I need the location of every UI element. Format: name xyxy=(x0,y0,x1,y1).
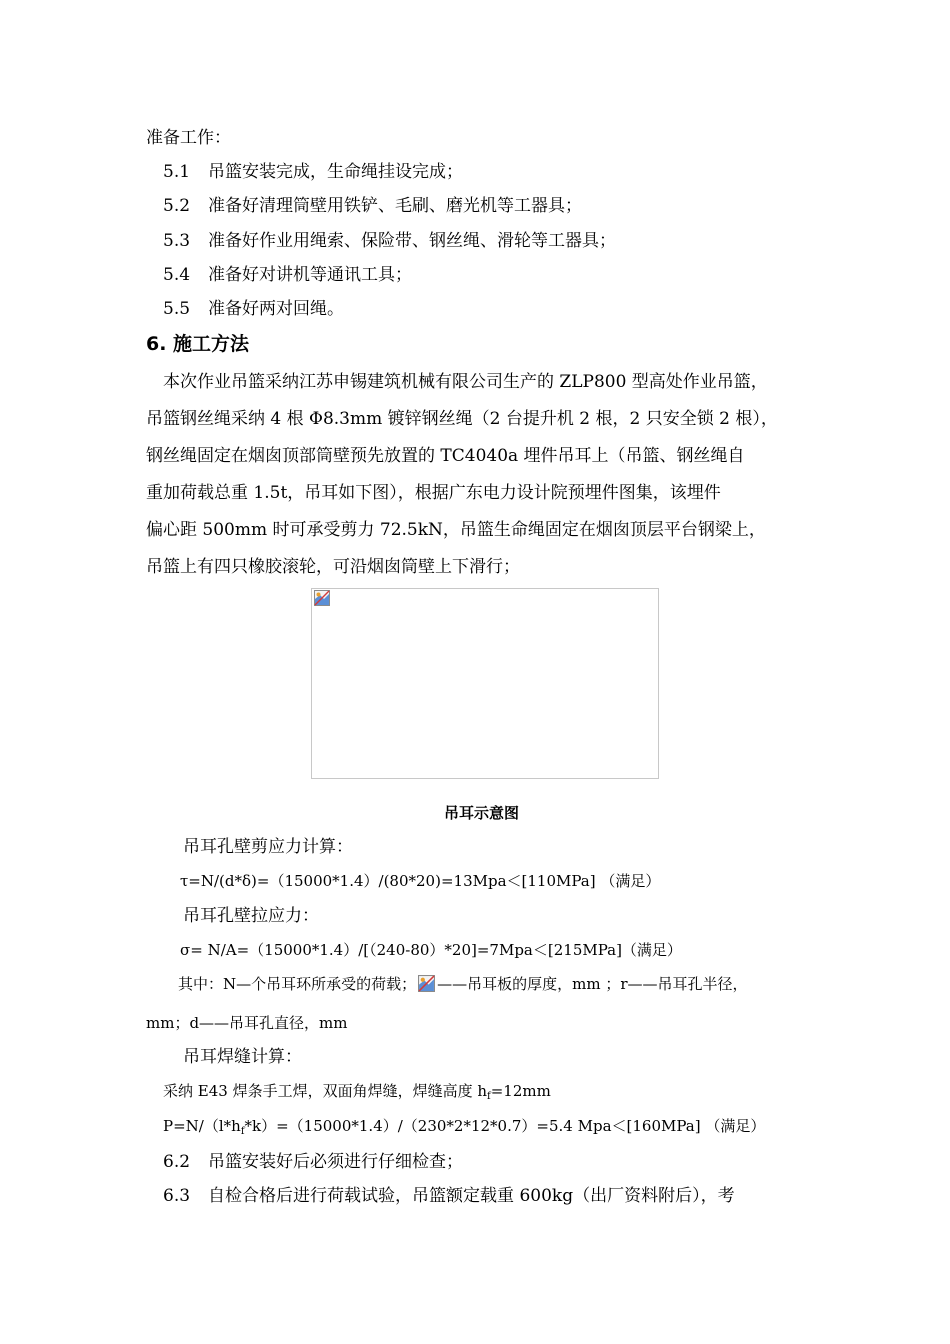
broken-image-icon xyxy=(314,590,330,606)
prep-item-text: 准备好作业用绳索、保险带、钢丝绳、滑轮等工器具； xyxy=(208,231,617,251)
prep-item-number: 5.2 xyxy=(163,196,191,216)
step-item-number: 6.3 xyxy=(163,1186,191,1206)
step-item-text: 自检合格后进行荷载试验，吊篮额定载重 600kg（出厂资料附后），考 xyxy=(208,1186,735,1206)
prep-item xyxy=(163,194,582,218)
lifting-lug-figure-placeholder xyxy=(311,588,659,779)
step-item xyxy=(163,1184,735,1208)
prep-item-number: 5.4 xyxy=(163,265,191,285)
paragraph-line: 吊篮钢丝绳采纳 4 根 Φ8.3mm 镀锌钢丝绳（2 台提升机 2 根，2 只安全锁 2 根）， xyxy=(146,409,778,429)
prep-item-text: 准备好两对回绳。 xyxy=(208,299,345,319)
weld-calc-title: 吊耳焊缝计算： xyxy=(183,1047,302,1067)
prep-intro: 准备工作： xyxy=(146,128,231,148)
symbol-definitions xyxy=(178,972,748,996)
weld-description-text: 采纳 E43 焊条手工焊，双面角焊缝，焊缝高度 h xyxy=(163,1082,488,1100)
prep-item-text: 准备好清理筒壁用铁铲、毛刷、磨光机等工器具； xyxy=(208,196,583,216)
weld-formula-text: *k）=（15000*1.4）/（230*2*12*0.7）=5.4 Mpa＜[160MPa] （满足） xyxy=(244,1117,766,1135)
subscript: f xyxy=(487,1091,491,1102)
figure-caption: 吊耳示意图 xyxy=(444,804,520,822)
tensile-stress-title: 吊耳孔壁拉应力： xyxy=(183,906,319,926)
shear-stress-formula: τ=N/(d*δ)=（15000*1.4）/(80*20)=13Mpa＜[110MPa] （满足） xyxy=(180,872,661,890)
symbol-definition-text: 其中：N—个吊耳环所承受的荷载； xyxy=(178,975,417,993)
broken-image-icon xyxy=(418,975,435,992)
step-item xyxy=(163,1150,463,1174)
prep-item-number: 5.1 xyxy=(163,162,191,182)
weld-formula-text: P=N/（l*h xyxy=(163,1117,241,1135)
paragraph-line: 吊篮上有四只橡胶滚轮，可沿烟囱筒壁上下滑行； xyxy=(146,557,520,577)
tensile-stress-formula: σ= N/A=（15000*1.4）/[（240-80）*20]=7Mpa＜[215MPa]（满足） xyxy=(180,941,682,959)
section-heading: 6. 施工方法 xyxy=(146,333,250,355)
prep-item xyxy=(163,297,344,321)
weld-formula xyxy=(163,1114,765,1144)
prep-item xyxy=(163,229,616,253)
weld-description-text: =12mm xyxy=(490,1082,551,1100)
prep-item-text: 准备好对讲机等通讯工具； xyxy=(208,265,413,285)
prep-item xyxy=(163,160,463,184)
shear-stress-title: 吊耳孔壁剪应力计算： xyxy=(183,837,353,857)
paragraph-line: 偏心距 500mm 时可承受剪力 72.5kN，吊篮生命绳固定在烟囱顶层平台钢梁上， xyxy=(146,520,766,540)
prep-item-number: 5.5 xyxy=(163,299,191,319)
paragraph-line: 重加荷载总重 1.5t，吊耳如下图），根据广东电力设计院预埋件图集，该埋件 xyxy=(146,483,721,503)
paragraph-line: 钢丝绳固定在烟囱顶部筒壁预先放置的 TC4040a 埋件吊耳上（吊篮、钢丝绳自 xyxy=(146,446,745,466)
paragraph-line: 本次作业吊篮采纳江苏申锡建筑机械有限公司生产的 ZLP800 型高处作业吊篮， xyxy=(163,372,768,392)
prep-item-text: 吊篮安装完成，生命绳挂设完成； xyxy=(208,162,464,182)
step-item-text: 吊篮安装好后必须进行仔细检查； xyxy=(208,1152,464,1172)
prep-item xyxy=(163,263,412,287)
symbol-definitions-continued: mm；d——吊耳孔直径，mm xyxy=(146,1014,348,1032)
subscript: f xyxy=(240,1126,245,1137)
symbol-definition-text: ——吊耳板的厚度，mm ；r——吊耳孔半径， xyxy=(437,975,748,993)
weld-description xyxy=(163,1079,551,1109)
step-item-number: 6.2 xyxy=(163,1152,191,1172)
prep-item-number: 5.3 xyxy=(163,231,191,251)
